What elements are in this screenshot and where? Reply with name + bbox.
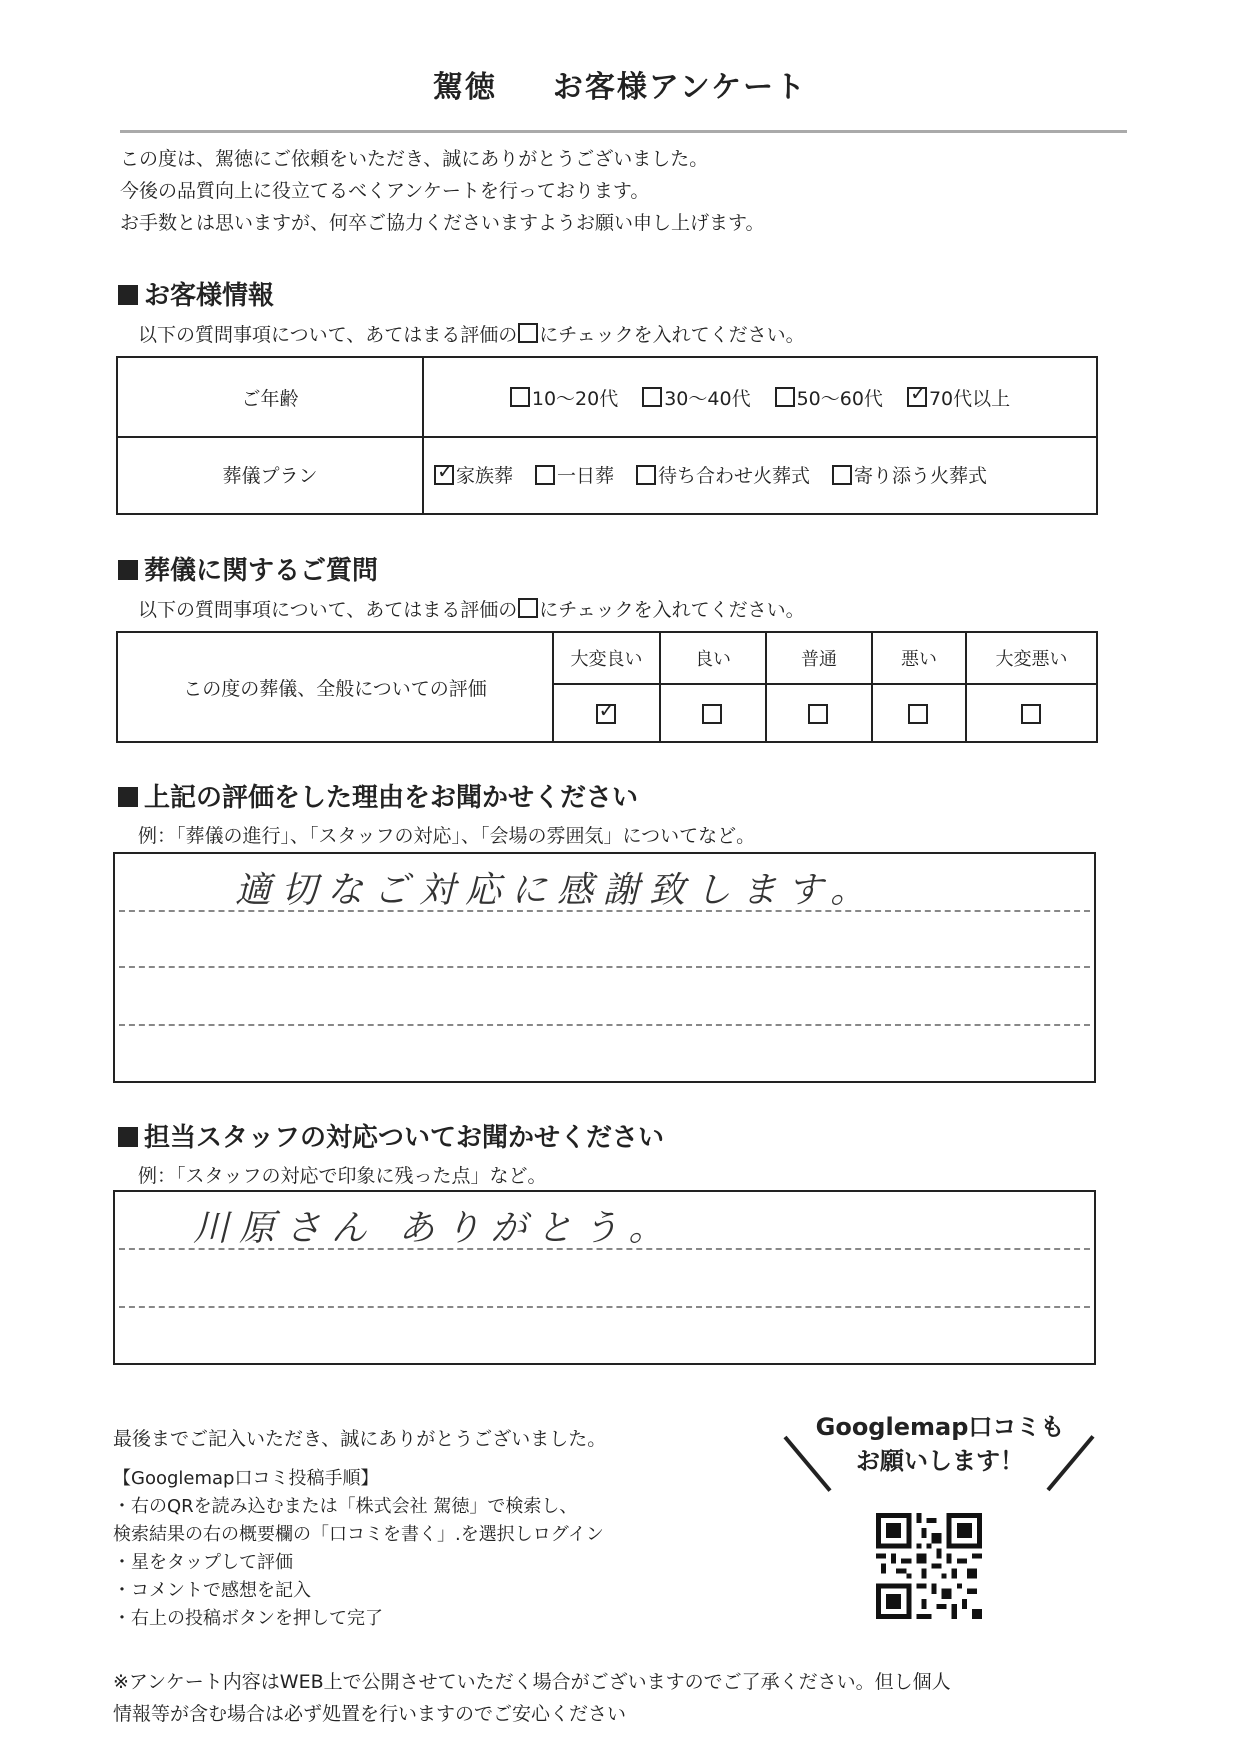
disclaimer xyxy=(113,1666,951,1730)
staff-example: 例：「スタッフの対応で印象に残った点」など。 xyxy=(138,1165,547,1187)
staff-heading: 担当スタッフの対応ついてお聞かせください xyxy=(118,1117,664,1154)
checkbox-icon[interactable] xyxy=(908,704,928,724)
checkbox-icon[interactable] xyxy=(510,387,530,407)
rating-cell xyxy=(967,685,1096,743)
age-option[interactable] xyxy=(510,384,618,411)
step-line: 検索結果の右の概要欄の「口コミを書く」.を選択しログイン xyxy=(113,1524,604,1545)
checked-checkbox-icon[interactable] xyxy=(596,704,616,724)
reason-example: 例：「葬儀の進行」、「スタッフの対応」、「会場の雰囲気」についてなど。 xyxy=(138,825,756,847)
checkbox-icon[interactable] xyxy=(775,387,795,407)
checkbox-icon[interactable] xyxy=(642,387,662,407)
customer-info-heading: お客様情報 xyxy=(118,275,274,312)
customer-info-table xyxy=(116,356,1098,515)
disclaimer-line: 情報等が含む場合は必ず処置を行いますのでご安心ください xyxy=(113,1703,627,1725)
age-option[interactable] xyxy=(642,384,750,411)
checkbox-icon[interactable] xyxy=(535,465,555,485)
rating-column xyxy=(767,633,873,741)
staff-answer-box[interactable] xyxy=(113,1190,1096,1365)
checked-checkbox-icon[interactable] xyxy=(907,387,927,407)
plan-option[interactable] xyxy=(832,461,987,488)
closing-thanks: 最後までご記入いただき、誠にありがとうございました。 xyxy=(113,1428,607,1450)
qr-code-icon[interactable] xyxy=(876,1513,982,1619)
reason-answer-box[interactable] xyxy=(113,852,1096,1083)
rating-column xyxy=(967,633,1096,741)
square-bullet-icon xyxy=(118,285,138,305)
writing-line xyxy=(119,1306,1090,1308)
checkbox-icon[interactable] xyxy=(832,465,852,485)
plan-option-label: 一日葬 xyxy=(557,465,615,487)
age-option[interactable] xyxy=(775,384,883,411)
checkbox-icon[interactable] xyxy=(702,704,722,724)
plan-row xyxy=(118,436,1096,513)
plan-option-label: 寄り添う火葬式 xyxy=(854,465,988,487)
review-steps xyxy=(113,1465,604,1633)
disclaimer-line: ※アンケート内容はWEB上で公開させていただく場合がございますのでご了承ください。但し個人 xyxy=(113,1671,951,1693)
customer-info-note: 以下の質問事項について、あてはまる評価の にチェックを入れてください。 xyxy=(138,324,805,346)
writing-line xyxy=(119,966,1090,968)
intro-line: 今後の品質向上に役立てるべくアンケートを行っております。 xyxy=(120,180,650,202)
funeral-questions-heading: 葬儀に関するご質問 xyxy=(118,550,378,587)
plan-option[interactable] xyxy=(636,461,810,488)
checked-checkbox-icon[interactable] xyxy=(434,465,454,485)
googlemap-promo xyxy=(790,1410,1090,1478)
age-option-label: 70代以上 xyxy=(928,387,1011,410)
square-bullet-icon xyxy=(118,560,138,580)
plan-option-label: 家族葬 xyxy=(456,465,514,487)
promo-line: Googlemap口コミも xyxy=(815,1413,1065,1441)
square-bullet-icon xyxy=(118,787,138,807)
age-option-label: 30～40代 xyxy=(664,387,751,410)
age-label: ご年齢 xyxy=(118,358,424,436)
page-title xyxy=(0,62,1240,106)
rating-column xyxy=(554,633,661,741)
intro-line: お手数とは思いますが、何卒ご協力くださいますようお願い申し上げます。 xyxy=(120,212,765,234)
intro-line: この度は、駕徳にご依頼をいただき、誠にありがとうございました。 xyxy=(120,148,709,170)
age-options xyxy=(424,358,1096,436)
rating-row-label: この度の葬儀、全般についての評価 xyxy=(118,633,554,741)
rating-cell xyxy=(554,685,659,743)
rating-header: 悪い xyxy=(873,633,965,685)
reason-answer-text: 適切なご対応に感謝致します。 xyxy=(235,870,877,911)
age-option-label: 10～20代 xyxy=(531,387,619,410)
checkbox-icon xyxy=(518,598,538,618)
steps-title: 【Googlemap口コミ投稿手順】 xyxy=(113,1468,379,1489)
company-name: 駕徳 xyxy=(432,70,497,105)
rating-cell xyxy=(767,685,871,743)
rating-column xyxy=(873,633,967,741)
promo-line: お願いします！ xyxy=(856,1447,1024,1475)
checkbox-icon[interactable] xyxy=(1021,704,1041,724)
checkbox-icon xyxy=(518,323,538,343)
age-row xyxy=(118,358,1096,438)
square-bullet-icon xyxy=(118,1127,138,1147)
intro-text xyxy=(120,143,764,239)
funeral-questions-note: 以下の質問事項について、あてはまる評価の にチェックを入れてください。 xyxy=(138,599,805,621)
title-divider xyxy=(120,130,1127,133)
rating-table xyxy=(116,631,1098,743)
rating-header: 大変悪い xyxy=(967,633,1096,685)
staff-answer-text: 川原さん ありがとう。 xyxy=(193,1208,675,1249)
checkbox-icon[interactable] xyxy=(636,465,656,485)
plan-options xyxy=(424,436,1096,513)
step-line: ・右上の投稿ボタンを押して完了 xyxy=(113,1608,383,1629)
writing-line xyxy=(119,1024,1090,1026)
survey-title: お客様アンケート xyxy=(552,70,808,105)
reason-heading: 上記の評価をした理由をお聞かせください xyxy=(118,777,638,814)
rating-column xyxy=(661,633,767,741)
step-line: ・星をタップして評価 xyxy=(113,1552,293,1573)
plan-option[interactable] xyxy=(535,461,614,488)
plan-label: 葬儀プラン xyxy=(118,436,424,513)
rating-header: 普通 xyxy=(767,633,871,685)
plan-option[interactable] xyxy=(434,461,513,488)
rating-header: 良い xyxy=(661,633,765,685)
plan-option-label: 待ち合わせ火葬式 xyxy=(658,465,811,487)
rating-cell xyxy=(873,685,965,743)
checkbox-icon[interactable] xyxy=(808,704,828,724)
age-option-label: 50～60代 xyxy=(796,387,883,410)
age-option[interactable] xyxy=(907,384,1010,411)
step-line: ・コメントで感想を記入 xyxy=(113,1580,311,1601)
step-line: ・右のQRを読み込むまたは「株式会社 駕徳」で検索し、 xyxy=(113,1496,578,1517)
rating-cell xyxy=(661,685,765,743)
rating-header: 大変良い xyxy=(554,633,659,685)
